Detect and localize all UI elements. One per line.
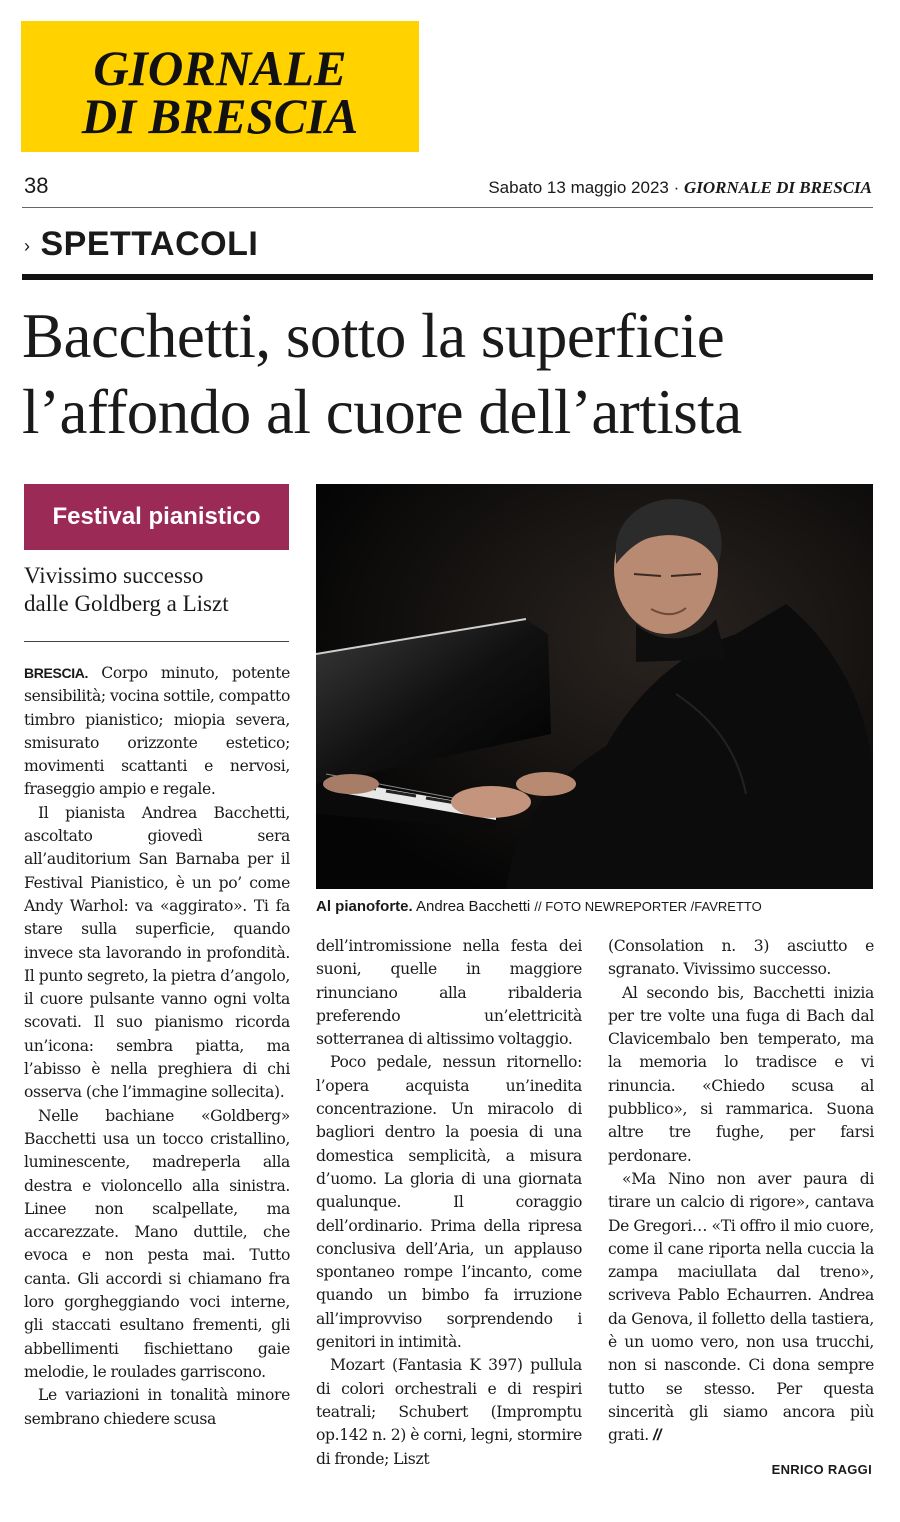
paragraph-text: «Ma Nino non aver paura di tirare un calcio di rigore», cantava De Gregori… «Ti offro il mio cuore, come il cane riporta nella cuccia la zampa maciullata dal treno», scriveva Pablo Echaurren. Andrea da Genova, il folletto della tastiera, è un uomo vero, non usa trucchi, non si nasconde. Ci dona sempre tutto se stesso. Per questa sincerità gli siamo ancora più grati.	[608, 1169, 874, 1445]
masthead-line1: GIORNALE	[93, 40, 347, 96]
chevron-right-icon: ›	[24, 235, 31, 256]
article-column-2	[316, 935, 582, 1471]
article-paragraph: (Consolation n. 3) asciutto e sgranato. Vivissimo successo.	[608, 937, 874, 979]
page-number: 38	[24, 173, 49, 198]
masthead-line2: DI BRESCIA	[81, 88, 359, 144]
article-paragraph: Poco pedale, nessun ritornello: l’opera acquista un’inedita concentrazione. Un miracolo di bagliori dentro la poesia di una domestica semplicità, a misura d’uomo. La gloria di una giornata qualunque. Il coraggio dell’ordinario. Prima della ripresa conclusiva dell’Aria, un applauso spontaneo rompe l’incanto, come quando un bimbo fa irruzione all’improvviso sorprendendo i genitori in intimità.	[316, 1053, 582, 1352]
headline-line2: l’affondo al cuore dell’artista	[22, 377, 742, 447]
end-mark: //	[652, 1427, 661, 1445]
article-paragraph: Le variazioni in tonalità minore sembrano chiedere scusa	[24, 1386, 290, 1428]
article-column-3	[608, 935, 874, 1448]
article-paragraph: Al secondo bis, Bacchetti inizia per tre volte una fuga di Bach dal Clavicembalo ben temperato, ma la memoria lo tradisce e vi rinuncia. «Chiedo scusa al pubblico», si rammarica. Suona altre tre fughe, per farsi perdonare.	[608, 983, 874, 1165]
subhead-rule	[24, 641, 289, 642]
header-divider	[22, 207, 873, 208]
article-paragraph	[608, 1168, 874, 1448]
article-author: ENRICO RAGGI	[771, 1462, 872, 1477]
article-headline	[22, 298, 882, 450]
section-rule	[22, 274, 873, 280]
masthead-logo	[21, 21, 419, 152]
article-paragraph: Mozart (Fantasia K 397) pullula di colori orchestrali e di respiri teatrali; Schubert (Impromptu op.142 n. 2) è corni, legni, stormire di fronde; Liszt	[316, 1356, 582, 1468]
section-header	[24, 225, 258, 264]
article-paragraph: Nelle bachiane «Goldberg» Bacchetti usa un tocco cristallino, luminescente, madreperla alla destra e violoncello alla sinistra. Linee non scalpellate, ma accarezzate. Mano duttile, che evoca e non pesta mai. Tutto canta. Gli accordi si chiamano fra loro gorgheggiando voci interne, gli staccati esultano frementi, gli abbellimenti fischiettano gaie melodie, le roulades garriscono.	[24, 1106, 290, 1381]
paragraph-text: Corpo minuto, potente sensibilità; vocina sottile, compatto timbro pianistico; miopia severa, smisurato orizzonte estetico; movimenti scattanti e nervosi, fraseggio ampio e regale.	[24, 664, 290, 799]
issue-date: Sabato 13 maggio 2023	[488, 178, 669, 197]
subhead-line1: Vivissimo successo	[24, 563, 204, 588]
dateline-separator: ·	[668, 178, 684, 197]
issue-dateline	[488, 178, 872, 198]
article-dateline: BRESCIA.	[24, 665, 89, 681]
article-subhead	[24, 562, 294, 618]
caption-text: Andrea Bacchetti	[412, 898, 535, 915]
headline-line1: Bacchetti, sotto la superficie	[22, 301, 725, 371]
category-tag: Festival pianistico	[24, 484, 289, 550]
caption-lead: Al pianoforte.	[316, 898, 413, 915]
pianist-photo	[316, 484, 873, 889]
section-label: SPETTACOLI	[40, 225, 259, 263]
pianist-photo-illustration	[316, 484, 873, 889]
article-paragraph: dell’intromissione nella festa dei suoni, quelle in maggiore rinunciano alla ribalderia preferendo un’elettricità sotterranea di altissimo voltaggio.	[316, 937, 582, 1049]
photo-credit: // FOTO NEWREPORTER /FAVRETTO	[534, 899, 762, 914]
photo-caption	[316, 898, 762, 915]
article-paragraph: Il pianista Andrea Bacchetti, ascoltato giovedì sera all’auditorium San Barnaba per il Festival Pianistico, è un po’ come Andy Warhol: va «aggirato». Ti fa stare sulla superficie, quando invece sta lavorando in profondità. Il punto segreto, la pietra d’angolo, il cuore pulsante vanno ogni volta scovati. Il suo pianismo ricorda un’icona: sembra piatta, ma l’abisso è nella preghiera di chi osserva (che l’immagine sollecita).	[24, 803, 290, 1102]
subhead-line2: dalle Goldberg a Liszt	[24, 591, 229, 616]
article-paragraph	[24, 662, 290, 802]
dateline-paper-name: GIORNALE DI BRESCIA	[683, 178, 872, 197]
article-column-1	[24, 662, 290, 1431]
